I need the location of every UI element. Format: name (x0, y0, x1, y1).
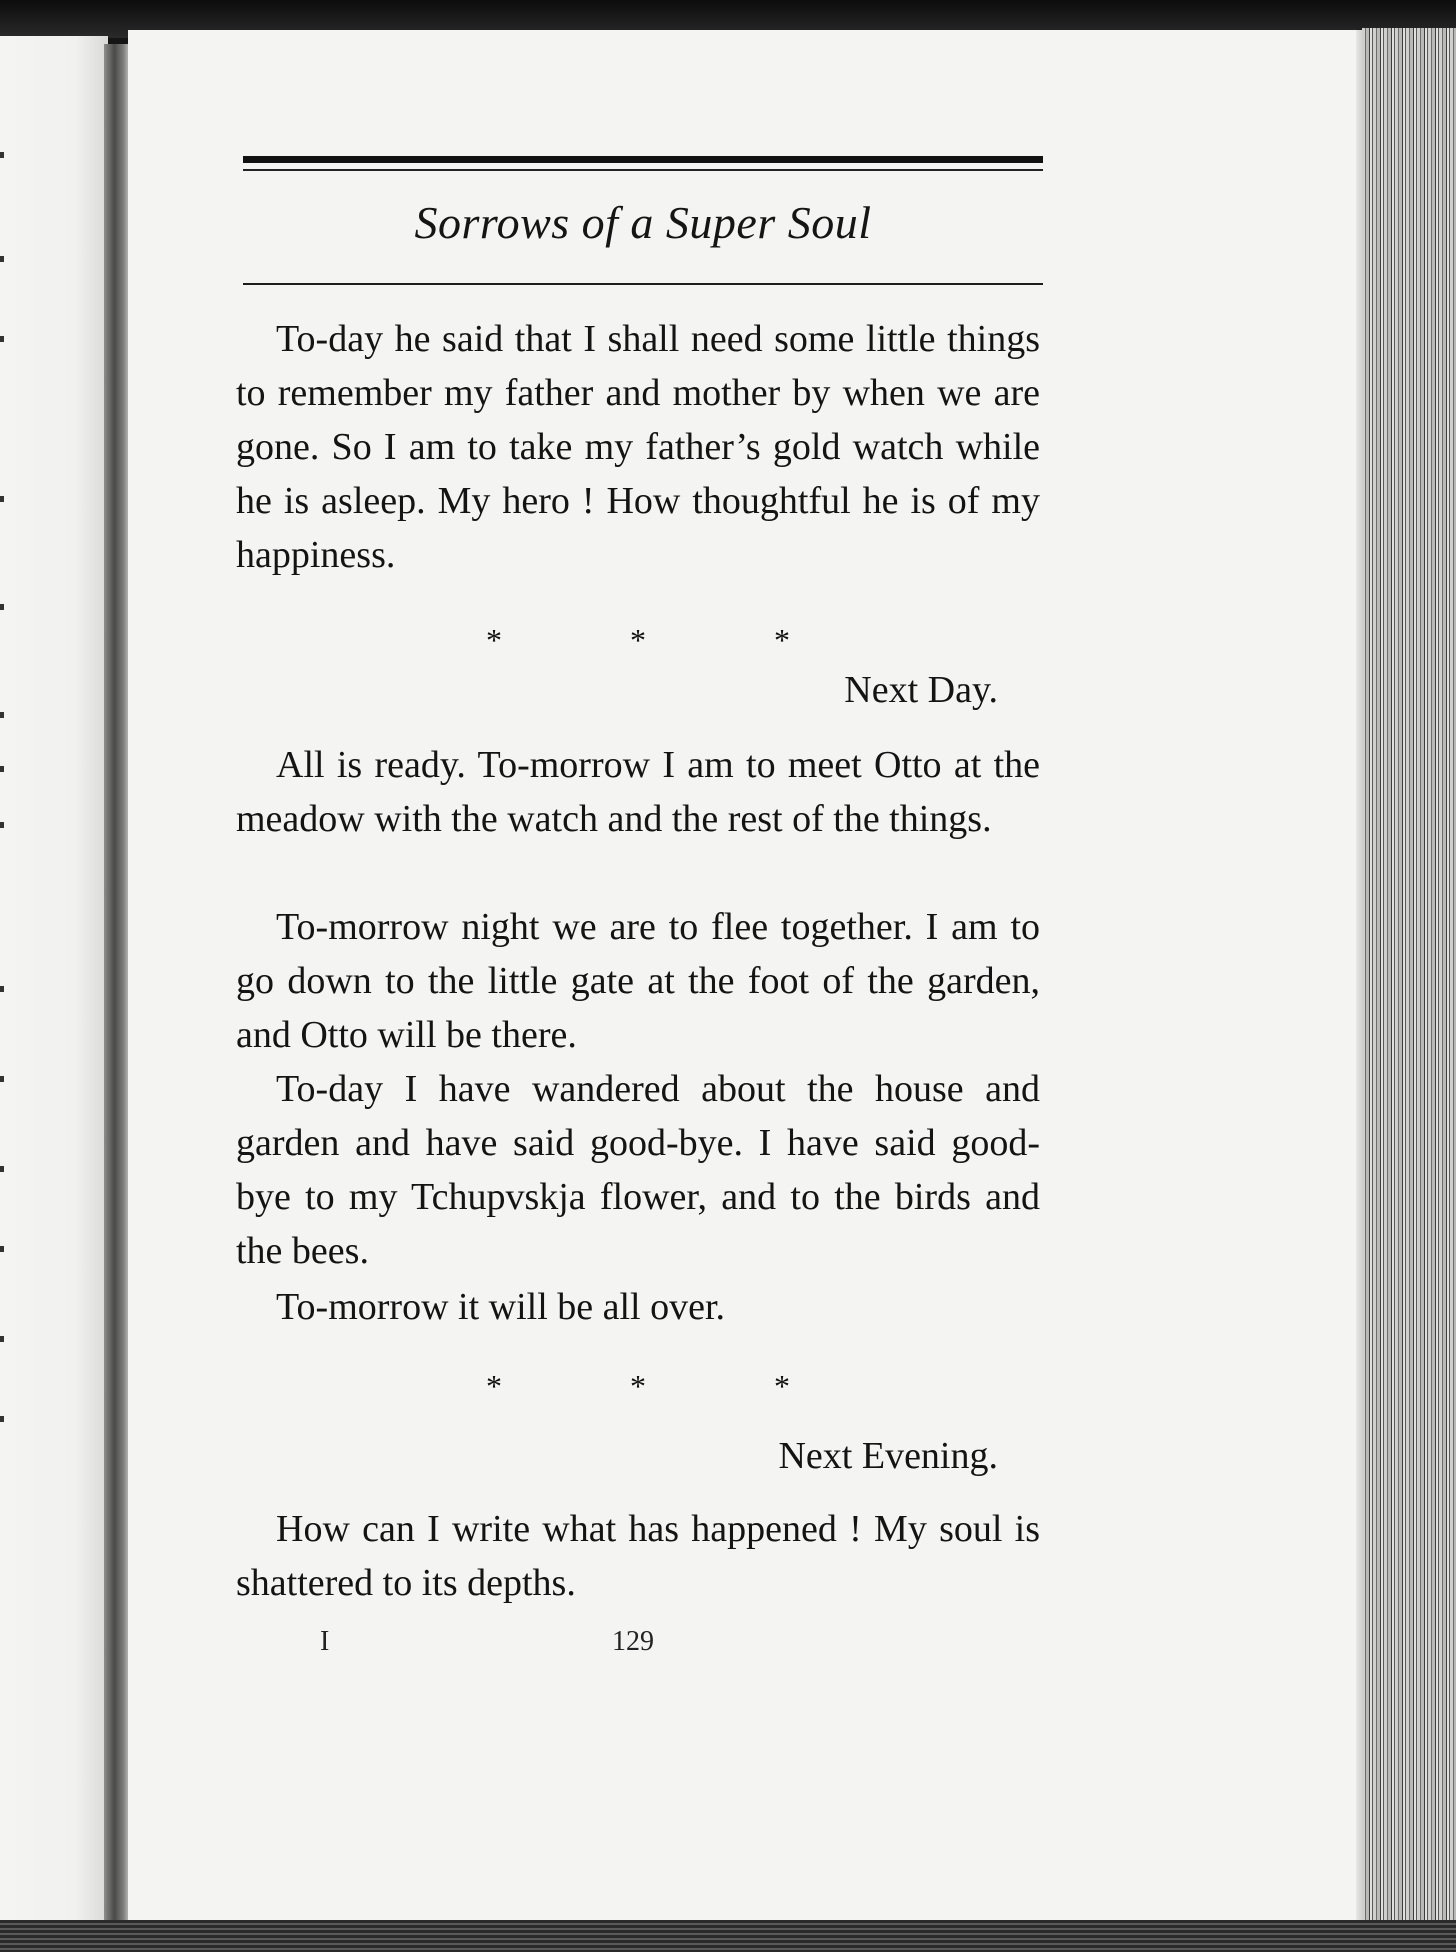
paragraph-all-over: To-morrow it will be all over. (276, 1286, 726, 1328)
section-separator: * * * (486, 622, 850, 658)
paragraph-gold-watch: To-day he said that I shall need some little things to remember my father and mother by when we are gone. So I am to take my father’s gold watch while he is asleep. My hero ! How thoughtful he is of my happiness. (236, 318, 1040, 576)
paragraph-soul-shattered: How can I write what has happened ! My soul is shattered to its depths. (236, 1508, 1040, 1604)
dateline-next-evening: Next Evening. (778, 1435, 998, 1477)
header-rule-thick (243, 156, 1043, 163)
book-gutter (104, 44, 130, 1924)
page-number: 129 (612, 1626, 654, 1657)
page-stack-bottom-edge (0, 1920, 1456, 1952)
paragraph-flee-together: To-morrow night we are to flee together. I am to go down to the little gate at the foot of the garden, and Otto will be there. (236, 906, 1040, 1056)
dateline-next-day: Next Day. (844, 669, 998, 711)
page-stack-fore-edge (1362, 28, 1456, 1952)
section-separator: * * * (486, 1368, 850, 1404)
header-rule-bottom (243, 283, 1043, 285)
paragraph-all-is-ready: All is ready. To-morrow I am to meet Otto at the meadow with the watch and the rest of the things. (236, 744, 1040, 840)
left-page-edge (0, 36, 108, 1926)
running-head: Sorrows of a Super Soul (414, 197, 872, 248)
paragraph-said-goodbye: To-day I have wandered about the house and garden and have said good-bye. I have said good-bye to my Tchupvskja flower, and to the birds and the bees. (236, 1068, 1040, 1272)
header-rule-thin (243, 169, 1043, 171)
signature-mark: I (320, 1626, 330, 1657)
